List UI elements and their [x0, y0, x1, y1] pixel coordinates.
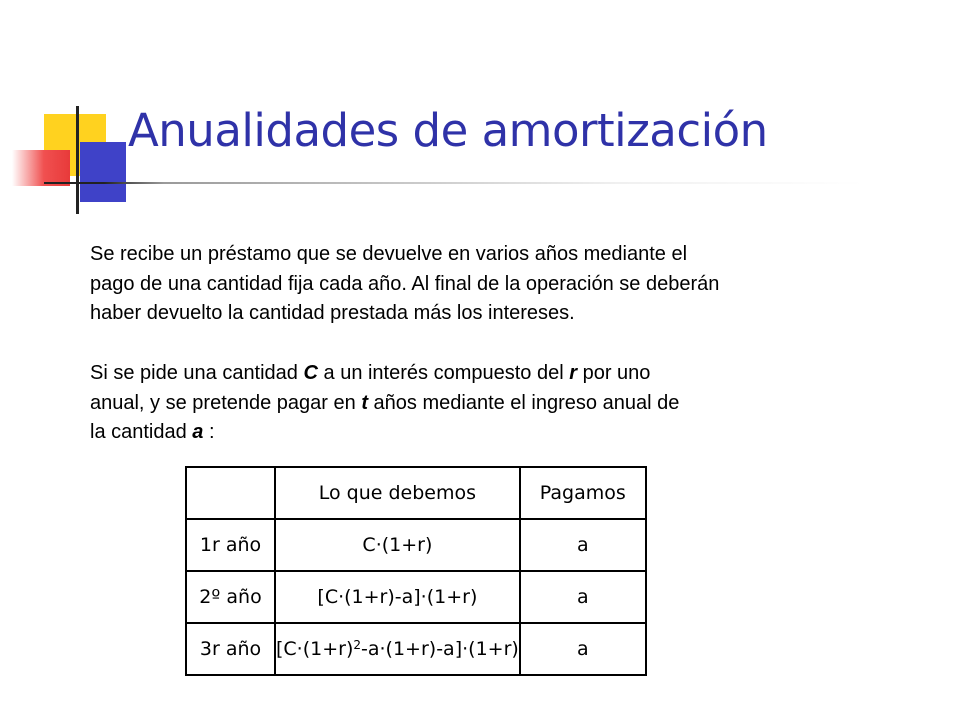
conditions-text: : [203, 421, 215, 443]
table-header-row [186, 467, 646, 519]
conditions-text: a un interés compuesto del [317, 362, 570, 384]
conditions-text: Si se pide una cantidad [90, 362, 304, 384]
conditions-paragraph [90, 359, 890, 448]
intro-line-2: pago de una cantidad fija cada año. Al final de la operación se deberán [90, 272, 720, 295]
debt-formula-part: -a·(1+r)-a]·(1+r) [361, 638, 519, 660]
intro-line-3: haber devuelto la cantidad prestada más los intereses. [90, 302, 575, 324]
row-label: 1r año [186, 519, 275, 571]
variable-c: C [303, 362, 318, 384]
debt-exponent: 2 [353, 638, 362, 652]
row-label: 3r año [186, 623, 275, 675]
table-header-pay: Pagamos [520, 467, 646, 519]
slide-title: Anualidades de amortización [128, 104, 768, 157]
variable-a: a [192, 421, 204, 443]
variable-t: t [361, 391, 368, 414]
conditions-text: por uno [577, 362, 651, 384]
table-row [186, 571, 646, 623]
conditions-text: años mediante el ingreso anual de [367, 391, 680, 414]
row-label: 2º año [186, 571, 275, 623]
row-debt [275, 623, 520, 675]
table-row [186, 623, 646, 675]
decor-blue-square [80, 142, 126, 202]
intro-paragraph [90, 240, 890, 329]
row-debt: [C·(1+r)-a]·(1+r) [275, 571, 520, 623]
amortization-table [185, 466, 647, 676]
title-underline [44, 182, 864, 184]
row-pay: a [520, 623, 646, 675]
table-header-debt: Lo que debemos [275, 467, 520, 519]
row-debt: C·(1+r) [275, 519, 520, 571]
table-header-empty [186, 467, 275, 519]
variable-r: r [569, 362, 578, 384]
decor-vertical-line [76, 106, 79, 214]
conditions-text: la cantidad [90, 421, 193, 443]
conditions-text: anual, y se pretende pagar en [90, 391, 362, 414]
decor-red-bar [12, 150, 70, 186]
row-pay: a [520, 571, 646, 623]
debt-formula-part: [C·(1+r) [276, 638, 354, 660]
intro-line-1: Se recibe un préstamo que se devuelve en varios años mediante el [90, 243, 688, 265]
row-pay: a [520, 519, 646, 571]
table-row [186, 519, 646, 571]
